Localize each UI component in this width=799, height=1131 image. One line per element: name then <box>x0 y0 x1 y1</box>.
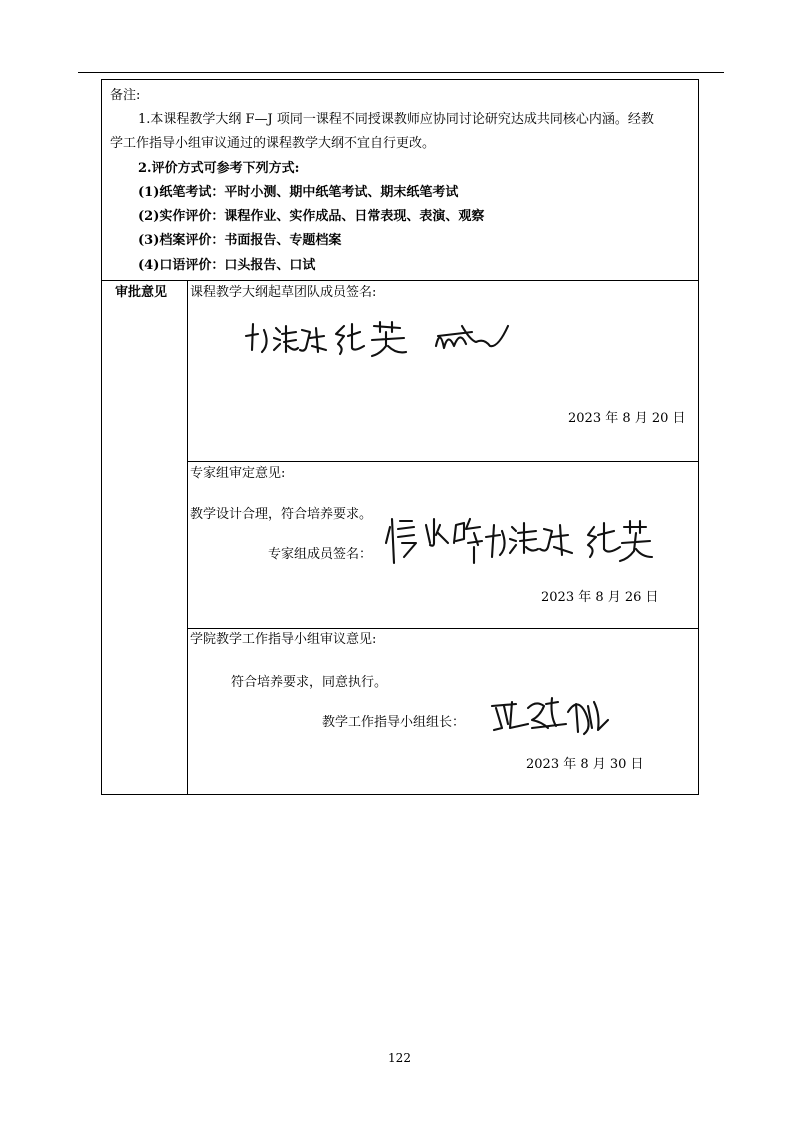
expert-opinion-text: 教学设计合理，符合培养要求。 <box>190 507 373 522</box>
evaluation-method: (2)实作评价：课程作业、实作成品、日常表现、表演、观察 <box>138 209 485 224</box>
table-divider-expert <box>187 461 699 462</box>
evaluation-method: (1)纸笔考试：平时小测、期中纸笔考试、期末纸笔考试 <box>138 185 459 200</box>
drafting-team-signature <box>240 318 520 358</box>
college-date: 2023 年 8 月 30 日 <box>526 757 644 772</box>
college-opinion-label: 学院教学工作指导小组审议意见: <box>190 632 377 647</box>
page-number: 122 <box>388 1051 411 1065</box>
notes-heading: 备注: <box>110 88 141 103</box>
table-divider-college <box>187 628 699 629</box>
table-divider-label-column <box>187 280 188 795</box>
expert-group-signature <box>384 513 654 569</box>
evaluation-method: (3)档案评价：书面报告、专题档案 <box>138 233 342 248</box>
drafting-date: 2023 年 8 月 20 日 <box>568 411 686 426</box>
table-divider-notes <box>101 280 699 281</box>
drafting-team-label: 课程教学大纲起草团队成员签名: <box>190 285 377 300</box>
expert-members-label: 专家组成员签名： <box>268 547 373 562</box>
header-rule <box>78 72 724 73</box>
notes-item2-title: 2.评价方式可参考下列方式: <box>138 161 300 176</box>
committee-leader-signature <box>488 694 612 742</box>
evaluation-method: (4)口语评价：口头报告、口试 <box>138 258 316 273</box>
college-opinion-text: 符合培养要求，同意执行。 <box>231 675 388 690</box>
college-leader-label: 教学工作指导小组组长： <box>322 715 466 730</box>
notes-item1-line1: 1.本课程教学大纲 F—J 项同一课程不同授课教师应协同讨论研究达成共同核心内涵。经教 <box>138 112 654 127</box>
notes-item1-line2: 学工作指导小组审议通过的课程教学大纲不宜自行更改。 <box>110 136 436 151</box>
expert-opinion-label: 专家组审定意见: <box>190 466 286 481</box>
approval-label: 审批意见 <box>115 285 168 300</box>
expert-date: 2023 年 8 月 26 日 <box>541 590 659 605</box>
